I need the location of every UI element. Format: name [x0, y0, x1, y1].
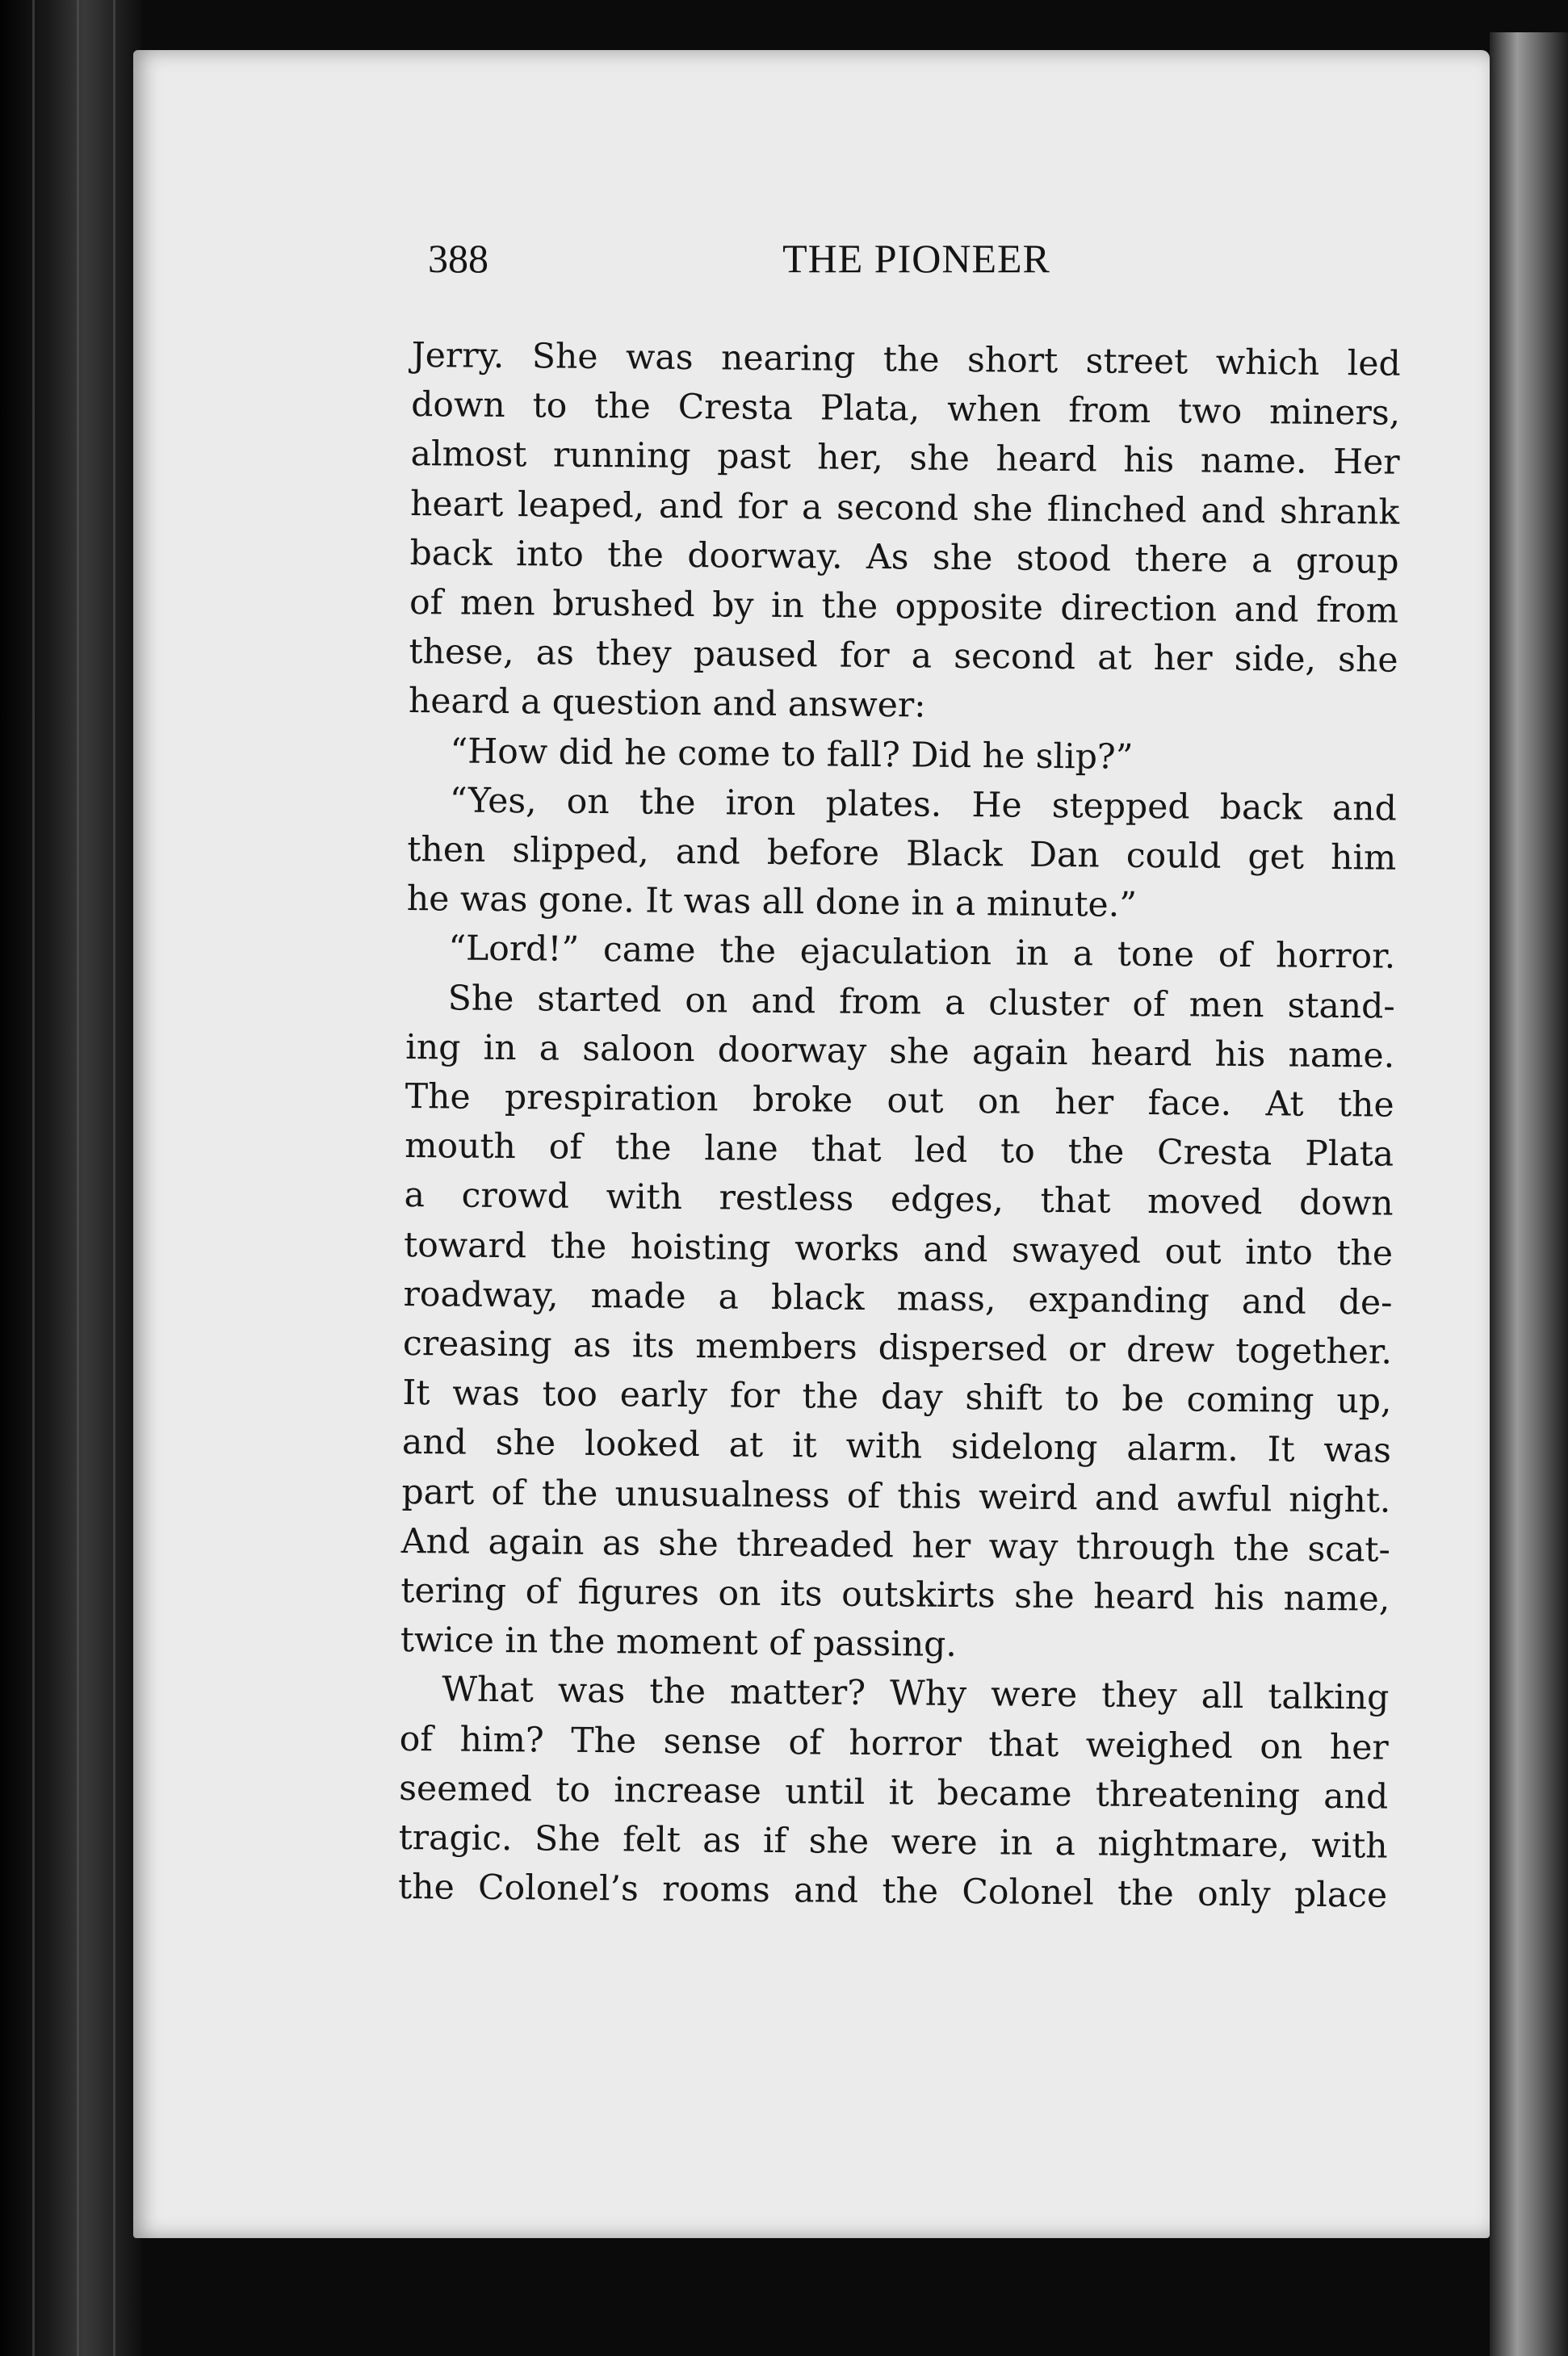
text-line: She started on and from a cluster of men stand-	[447, 979, 1395, 1027]
page-header	[428, 230, 1405, 287]
binding-shadow-line	[32, 0, 35, 2356]
book-page-edges	[1490, 32, 1568, 2356]
running-head: THE PIONEER	[782, 236, 1050, 281]
text-line: mouth of the lane that led to the Cresta Plata	[404, 1126, 1394, 1175]
body-text	[398, 331, 1401, 1921]
text-line: back into the doorway. As she stood there a group	[409, 533, 1399, 582]
text-line: “Lord!” came the ejaculation in a tone of horror.	[448, 929, 1396, 978]
text-line: “How did he come to fall? Did he slip?”	[450, 732, 1134, 778]
text-line: What was the matter? Why were they all talking	[442, 1670, 1390, 1719]
text-line: then slipped, and before Black Dan could get him	[407, 830, 1397, 878]
text-line: of men brushed by in the opposite direction and from	[409, 583, 1399, 631]
text-line: roadway, made a black mass, expanding and de-	[403, 1274, 1393, 1323]
binding-shadow-line	[113, 0, 115, 2356]
text-line: tering of figures on its outskirts she heard his name,	[400, 1571, 1390, 1620]
text-line: toward the hoisting works and swayed out into the	[403, 1225, 1394, 1274]
text-line: twice in the moment of passing.	[400, 1620, 958, 1666]
text-line: The prespiration broke out on her face. At the	[405, 1077, 1394, 1126]
text-line: a crowd with restless edges, that moved down	[404, 1176, 1394, 1225]
text-line: “Yes, on the iron plates. He stepped back and	[449, 781, 1398, 829]
text-line: of him? The sense of horror that weighed on her	[399, 1719, 1389, 1768]
text-line: It was too early for the day shift to be coming up,	[402, 1373, 1392, 1422]
page-number: 388	[428, 236, 488, 281]
book-binding	[0, 0, 141, 2356]
binding-shadow-line	[77, 0, 79, 2356]
text-line: creasing as its members dispersed or drew together.	[402, 1324, 1393, 1373]
text-line: Jerry. She was nearing the short street which led	[411, 335, 1401, 384]
text-line: down to the Cresta Plata, when from two miners,	[410, 385, 1401, 434]
text-line: heart leaped, and for a second she flinched and shrank	[409, 484, 1400, 533]
text-line: part of the unusualness of this weird and awful night.	[401, 1472, 1391, 1521]
text-line: he was gone. It was all done in a minute.”	[406, 879, 1138, 926]
text-line: the Colonel’s rooms and the Colonel the only place	[397, 1868, 1388, 1916]
text-line: these, as they paused for a second at her side, she	[409, 632, 1398, 681]
text-line: and she looked at it with sidelong alarm. It was	[401, 1423, 1392, 1472]
text-line: tragic. She felt as if she were in a nightmare, with	[398, 1818, 1388, 1867]
text-line: heard a question and answer:	[408, 681, 926, 726]
text-line: ing in a saloon doorway she again heard his name.	[405, 1027, 1395, 1076]
text-line: almost running past her, she heard his name. Her	[410, 434, 1400, 484]
text-line: And again as she threaded her way through the scat-	[400, 1521, 1391, 1570]
text-line: seemed to increase until it became threatening and	[399, 1768, 1389, 1817]
